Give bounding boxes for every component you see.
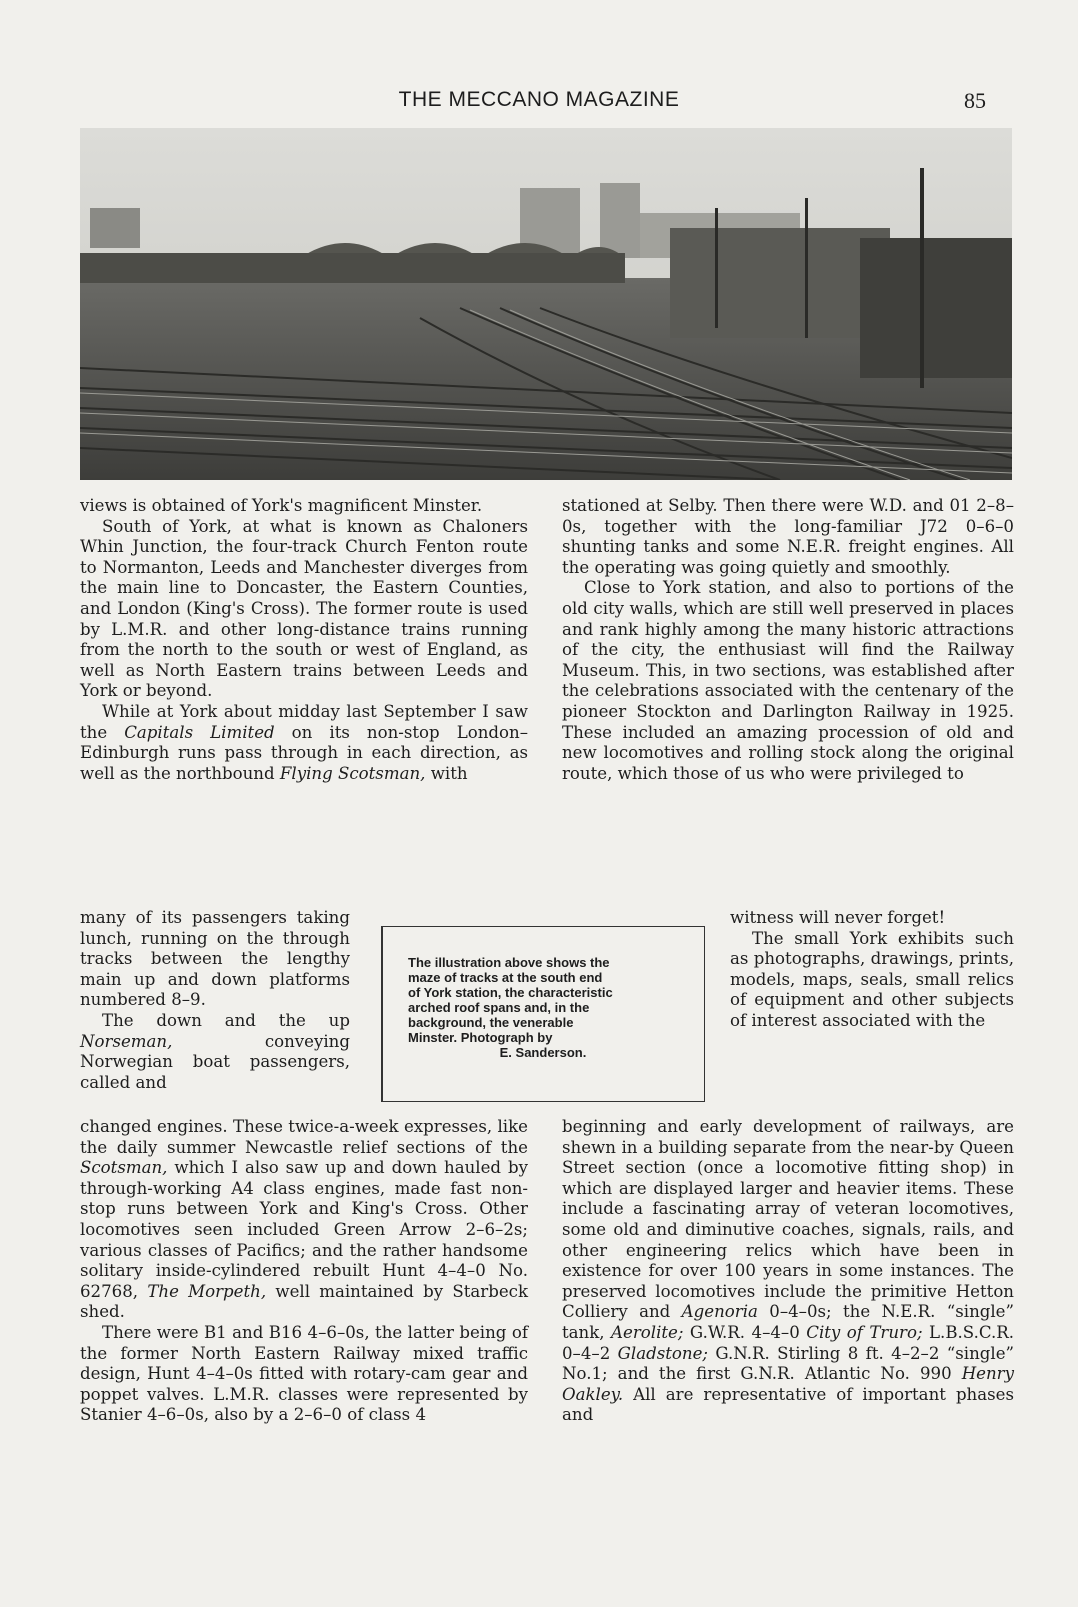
paragraph: While at York about midday last September I saw the Capitals Limited on its non-stop London–Edinburgh runs pass through in each direction, as well as the northbound Flying Scotsman, with [80,701,528,783]
paragraph: witness will never forget! [730,908,946,927]
paragraph: South of York, at what is known as Chaloners Whin Junction, the four-track Church Fenton route to Normanton, Leeds and Manchester diverges from the main line to Doncaster, the Eastern Counties, and London (King's Cross). The former route is used by L.M.R. and other long-distance trains running from the north to the south or west of England, as well as North Eastern trains between Leeds and York or beyond. [80,516,528,701]
paragraph: views is obtained of York's magnificent Minster. [80,496,483,515]
right-column-top [562,496,1014,784]
paragraph: The small York exhibits such as photographs, drawings, prints, models, maps, seals, small relics of equipment and other subjects of interest associated with the [730,928,1014,1030]
paragraph: beginning and early development of railways, are shewn in a building separate from the near-by Queen Street section (once a locomotive fitting shop) in which are displayed larger and heavier items. These include a fascinating array of veteran locomotives, some old and diminutive coaches, signals, rails, and other engineering relics which have been in existence for over 100 years in some instances. The preserved locomotives include the primitive Hetton Colliery and Agenoria 0–4–0s; the N.E.R. “single” tank, Aerolite; G.W.R. 4–4–0 City of Truro; L.B.S.C.R. 0–4–2 Gladstone; G.N.R. Stirling 8 ft. 4–2–2 “single” No.1; and the first G.N.R. Atlantic No. 990 Henry Oakley. All are representative of important phases and [562,1117,1014,1425]
page-number: 85 [964,88,986,113]
paragraph: The down and the up Norseman, conveying Norwegian boat passengers, called and [80,1010,350,1092]
paragraph: There were B1 and B16 4–6–0s, the latter being of the former North Eastern Railway mixed traffic design, Hunt 4–4–0s fitted with rotary-cam gear and poppet valves. L.M.R. classes were represented by Stanier 4–6–0s, also by a 2–6–0 of class 4 [80,1322,528,1425]
left-column-top [80,496,528,784]
photo-caption-box [381,926,705,1102]
paragraph: stationed at Selby. Then there were W.D. and 01 2–8–0s, together with the long-familiar J72 0–6–0 shunting tanks and some N.E.R. freight engines. All the operating was going quietly and smoothly. [562,496,1014,577]
paragraph: changed engines. These twice-a-week expresses, like the daily summer Newcastle relief sections of the Scotsman, which I also saw up and down hauled by through-working A4 class engines, made fast non-stop runs between York and King's Cross. Other locomotives seen included Green Arrow 2–6–2s; various classes of Pacifics; and the rather handsome solitary inside-cylindered rebuilt Hunt 4–4–0 No. 62768, The Morpeth, well maintained by Starbeck shed. [80,1117,528,1322]
paragraph: Close to York station, and also to portions of the old city walls, which are still well preserved in places and rank highly among the many historic attractions of the city, the enthusiast will find the Railway Museum. This, in two sections, was established after the celebrations associated with the centenary of the pioneer Stockton and Darlington Railway in 1925. These included an amazing procession of old and new locomotives and rolling stock along the original route, which those of us who were privileged to [562,578,1014,783]
right-column-narrow [730,908,1014,1032]
paragraph: many of its passengers taking lunch, running on the through tracks between the lengthy main up and down platforms numbered 8–9. [80,908,350,1010]
left-column-bottom [80,1117,528,1426]
york-station-photo [80,128,1012,480]
left-column-narrow [80,908,350,1093]
magazine-title: THE MECCANO MAGAZINE [398,88,680,111]
photo-caption: The illustration above shows the maze of tracks at the south end of York station, the characteristic arched roof spans and, in the background, the venerable Minster. Photograph by E. Sanderson. [408,955,613,1060]
right-column-bottom [562,1117,1014,1426]
